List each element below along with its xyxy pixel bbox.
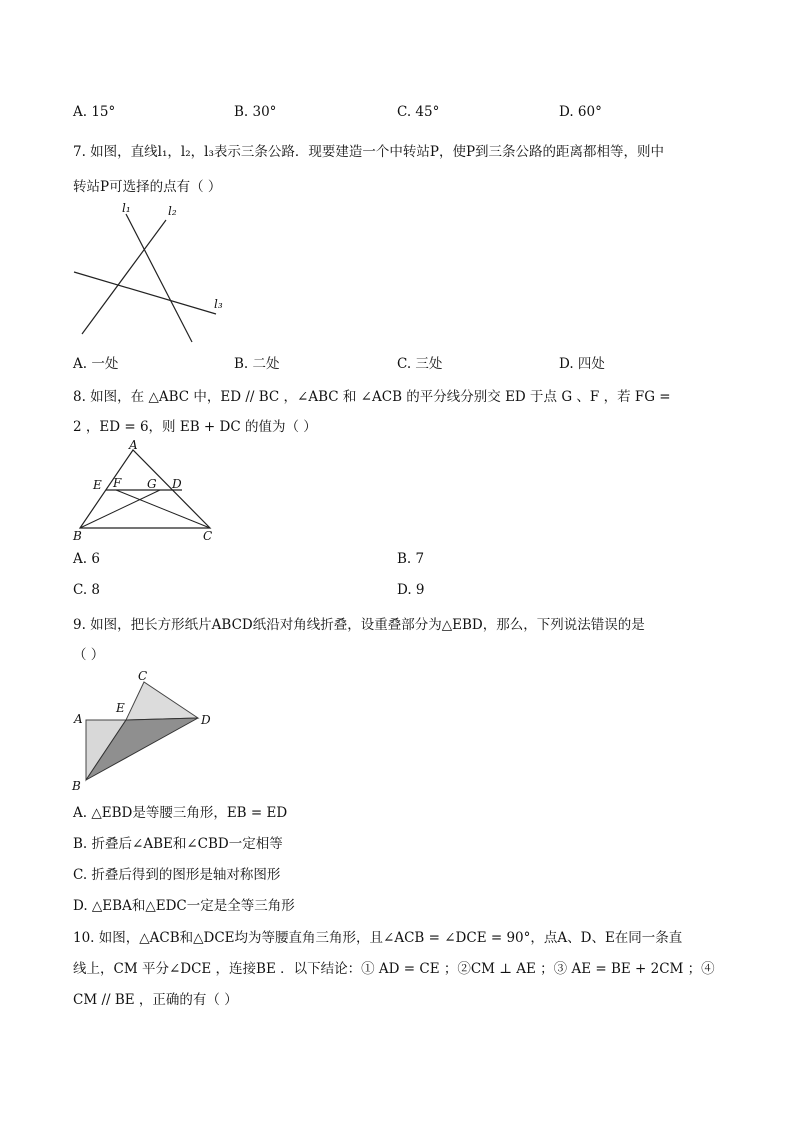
q9-label-b: B bbox=[72, 779, 81, 792]
q9-label-c: C bbox=[138, 669, 148, 683]
q8-option-b: B. 7 bbox=[397, 551, 425, 567]
q7-option-a: A. 一处 bbox=[73, 356, 119, 372]
q6-option-a: A. 15° bbox=[73, 104, 116, 120]
q7-line-l3 bbox=[74, 272, 216, 314]
q10-stem-line2: 线上，CM 平分∠DCE ，连接BE ．以下结论：① AD = CE ；②CM ⊥ AE ；③ AE = BE + 2CM ；④ bbox=[73, 961, 715, 977]
q7-option-c: C. 三处 bbox=[397, 356, 443, 372]
q9-label-a: A bbox=[74, 712, 83, 726]
q8-label-d: D bbox=[172, 477, 182, 491]
q6-option-c: C. 45° bbox=[397, 104, 440, 120]
q8-option-c: C. 8 bbox=[73, 582, 101, 598]
q10-stem-line3: CM // BE ，正确的有（ ） bbox=[73, 992, 238, 1008]
q7-stem-line1: 7. 如图，直线l₁，l₂，l₃表示三条公路．现要建造一个中转站P，使P到三条公路的距离都相等，则中 bbox=[73, 144, 665, 160]
q9-option-c: C. 折叠后得到的图形是轴对称图形 bbox=[73, 867, 281, 883]
q9-region-ecd bbox=[126, 682, 198, 720]
q7-stem-line2: 转站P可选择的点有（ ） bbox=[73, 179, 222, 195]
q9-stem-line1: 9. 如图，把长方形纸片ABCD纸沿对角线折叠，设重叠部分为△EBD，那么，下列说法错误的是 bbox=[73, 617, 645, 633]
q9-option-b: B. 折叠后∠ABE和∠CBD一定相等 bbox=[73, 836, 283, 852]
q8-label-c: C bbox=[203, 529, 213, 543]
q8-figure bbox=[70, 438, 220, 544]
q8-label-e: E bbox=[93, 478, 102, 492]
q7-label-l1: l₁ bbox=[122, 201, 131, 215]
q8-label-b: B bbox=[73, 529, 82, 543]
q8-stem-line1: 8. 如图，在 △ABC 中，ED // BC ，∠ABC 和 ∠ACB 的平分线分别交 ED 于点 G 、F ，若 FG = bbox=[73, 389, 671, 405]
q8-bisector-c bbox=[116, 490, 210, 528]
q8-stem-line2: 2 ，ED = 6，则 EB + DC 的值为（ ） bbox=[73, 419, 317, 435]
q7-line-l2 bbox=[82, 220, 166, 334]
q9-option-a: A. △EBD是等腰三角形，EB = ED bbox=[73, 805, 288, 821]
q7-option-d: D. 四处 bbox=[559, 356, 605, 372]
q8-label-a: A bbox=[129, 438, 138, 452]
q9-option-d: D. △EBA和△EDC一定是全等三角形 bbox=[73, 898, 295, 914]
q8-label-f: F bbox=[113, 476, 122, 490]
q6-option-b: B. 30° bbox=[234, 104, 277, 120]
q7-label-l3: l₃ bbox=[214, 297, 223, 311]
q9-figure bbox=[70, 668, 220, 792]
q7-option-b: B. 二处 bbox=[234, 356, 280, 372]
q6-option-d: D. 60° bbox=[559, 104, 602, 120]
q10-stem-line1: 10. 如图，△ACB和△DCE均为等腰直角三角形，且∠ACB = ∠DCE = 90°，点A、D、E在同一条直 bbox=[73, 930, 683, 946]
q7-figure bbox=[70, 198, 230, 346]
q8-option-a: A. 6 bbox=[73, 551, 100, 567]
q8-option-d: D. 9 bbox=[397, 582, 425, 598]
q7-label-l2: l₂ bbox=[168, 204, 177, 218]
q7-line-l1 bbox=[126, 214, 192, 342]
q9-label-d: D bbox=[201, 713, 211, 727]
q8-bisector-b bbox=[80, 490, 160, 528]
q9-label-e: E bbox=[116, 701, 125, 715]
q8-label-g: G bbox=[147, 477, 157, 491]
q9-stem-line2: （ ） bbox=[73, 647, 105, 663]
